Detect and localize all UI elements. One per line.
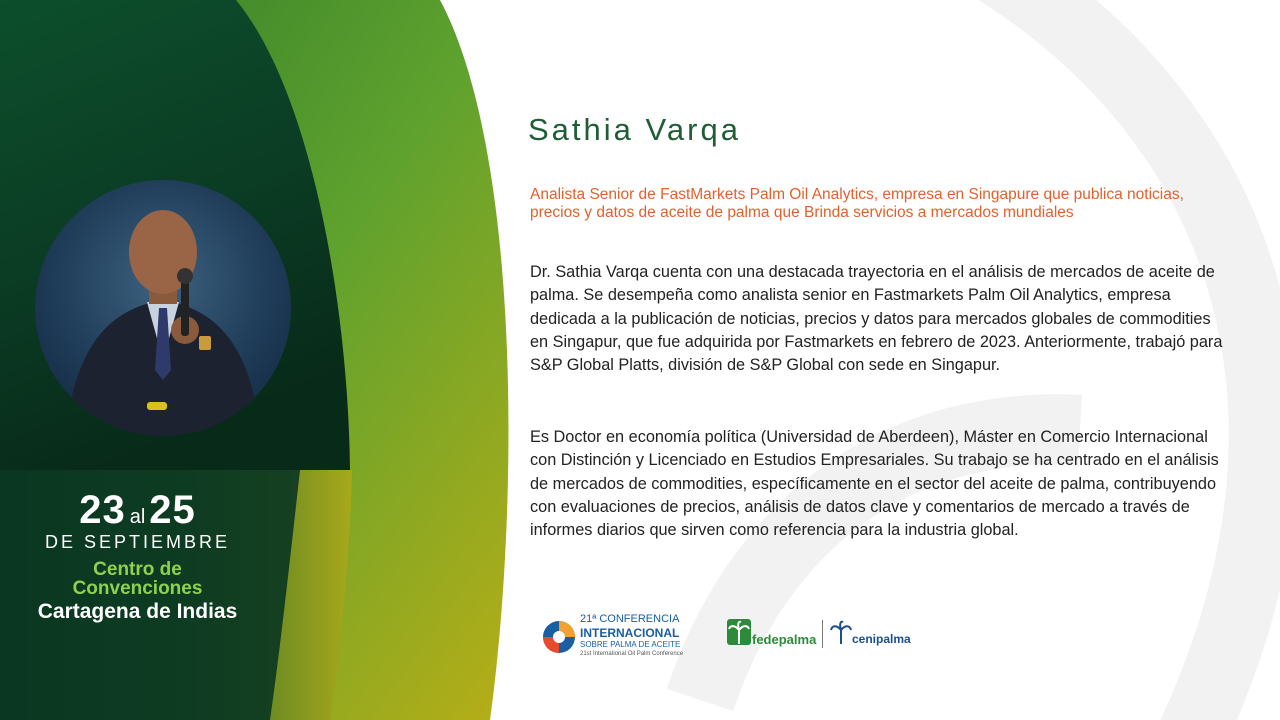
speaker-title: Analista Senior de FastMarkets Palm Oil Analytics, empresa en Singapure que publica noticias, precios y datos de aceite de palma que Brinda servicios a mercados mundiales xyxy=(530,186,1184,221)
date-start: 23 xyxy=(79,488,126,532)
conference-emblem-icon xyxy=(542,620,576,654)
logo-divider xyxy=(822,620,823,648)
palm-tree-icon xyxy=(726,618,752,646)
speaker-name: Sathia Varqa xyxy=(528,112,741,147)
date-joiner: al xyxy=(129,506,146,528)
event-city: Cartagena de Indias xyxy=(37,600,238,623)
speaker-photo xyxy=(35,180,291,436)
conference-line-4: 21st International Oil Palm Conference xyxy=(580,651,684,657)
venue-line-1: Centro de xyxy=(93,559,182,580)
conference-line-1: 21ª CONFERENCIA xyxy=(580,613,680,625)
event-month: DE SEPTIEMBRE xyxy=(44,532,231,552)
conference-line-3: SOBRE PALMA DE ACEITE xyxy=(580,640,681,649)
bio-text-1: Dr. Sathia Varqa cuenta con una destacada trayectoria en el análisis de mercados de aceite de palma. Se desempeña como analista senior en Fastmarkets Palm Oil Analytics, empresa dedicada a la publicación de noticias, precios y datos para mercados globales de commodities en Singapur, que fue adquirida por Fastmarkets en febrero de 2023. Anteriormente, trabajó para S&P Global Platts, división de S&P Global con sede en Singapur. xyxy=(530,263,1223,375)
date-end: 25 xyxy=(149,488,196,532)
cenipalma-text: cenipalma xyxy=(852,632,911,646)
event-dates xyxy=(0,488,275,536)
conference-line-2: INTERNACIONAL xyxy=(580,626,680,640)
bio-text-2: Es Doctor en economía política (Universidad de Aberdeen), Máster en Comercio Internacional con Distinción y Licenciado en Estudios Empresariales. Su trabajo se ha centrado en el análisis de mercados de commodities, específicamente en el sector del aceite de palma, contribuyendo con evaluaciones de precios, análisis de datos clave y comentarios de mercado a través de informes diarios que sirven como referencia para la industria global. xyxy=(530,428,1219,540)
bio-paragraph-2 xyxy=(530,426,1230,542)
fedepalma-text: fedepalma xyxy=(752,632,817,647)
cenipalma-emblem-icon xyxy=(830,620,852,646)
bio-paragraph-1 xyxy=(530,261,1230,377)
event-venue xyxy=(0,560,275,598)
venue-line-2: Convenciones xyxy=(72,578,203,599)
conference-logo xyxy=(540,612,700,662)
